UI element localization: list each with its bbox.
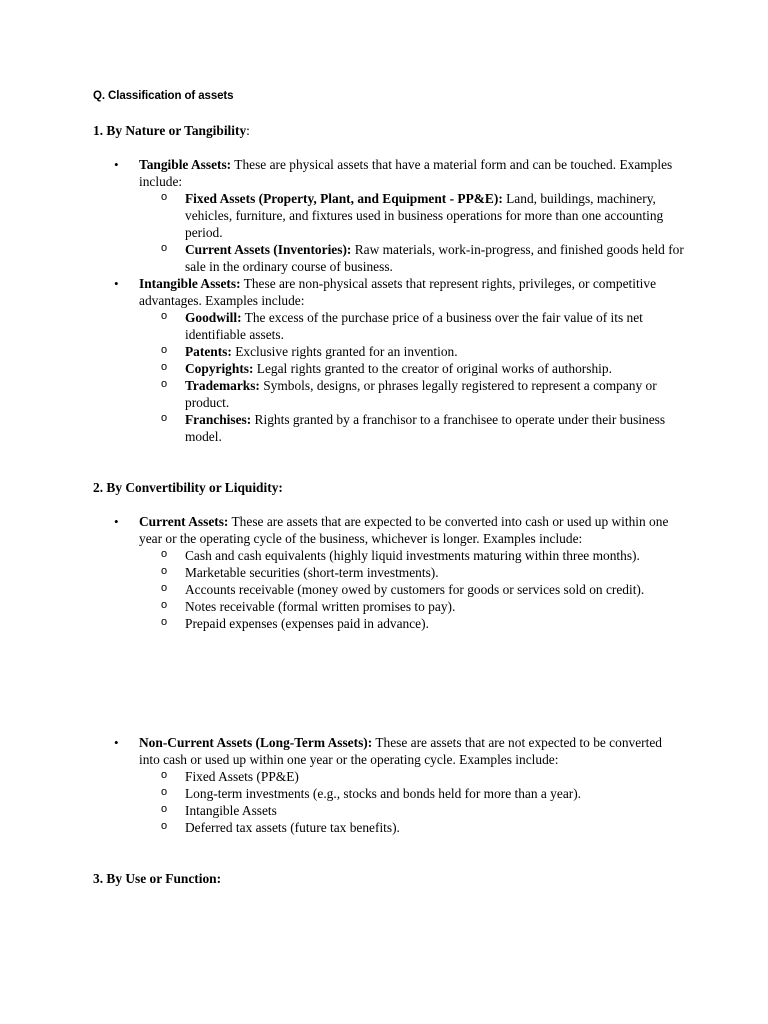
sub-list-item — [139, 309, 684, 343]
list-item — [0, 156, 768, 275]
sub-list-item — [139, 411, 684, 445]
sub-item-text: Symbols, designs, or phrases legally registered to represent a company or product. — [185, 378, 657, 410]
sub-list-item — [139, 802, 684, 819]
sub-item-term: Patents: — [185, 344, 232, 359]
sub-item-text: Rights granted by a franchisor to a franchisee to operate under their business model. — [185, 412, 666, 444]
sub-list — [139, 190, 684, 275]
sub-item-term: Franchises: — [185, 412, 252, 427]
sub-item-term: Fixed Assets (Property, Plant, and Equipment - PP&E): — [185, 191, 503, 206]
sub-list — [139, 547, 678, 632]
sub-item-text: Prepaid expenses (expenses paid in advance). — [185, 616, 429, 631]
sub-item-text: The excess of the purchase price of a business over the fair value of its net identifiable assets. — [185, 310, 643, 342]
section-heading-nature — [93, 122, 250, 139]
sub-item-term: Trademarks: — [185, 378, 260, 393]
sub-list — [139, 768, 678, 836]
sub-list-item — [139, 581, 684, 598]
section-heading-text: 2. By Convertibility or Liquidity: — [93, 480, 283, 495]
section-heading-colon: : — [246, 123, 250, 138]
sub-item-text: Deferred tax assets (future tax benefits). — [185, 820, 400, 835]
sub-list-item — [139, 768, 684, 785]
sub-item-text: Long-term investments (e.g., stocks and bonds held for more than a year). — [185, 786, 582, 801]
sub-item-term: Goodwill: — [185, 310, 242, 325]
sub-item-text: Raw materials, work-in-progress, and finished goods held for sale in the ordinary course of business. — [185, 242, 684, 274]
sub-item-text: Exclusive rights granted for an invention. — [231, 344, 458, 359]
section-heading-use — [93, 870, 221, 887]
bullet-text: These are assets that are expected to be converted into cash or used up within one year or the operating cycle of the business, whichever is longer. Examples include: — [139, 514, 669, 546]
list-item — [0, 734, 768, 836]
sub-list-item — [139, 360, 684, 377]
list-item — [0, 275, 768, 445]
sub-list-item — [139, 343, 684, 360]
bullet-text: These are assets that are not expected to be converted into cash or used up within one year or the operating cycle. Examples include: — [139, 735, 662, 767]
sub-list-item — [139, 785, 684, 802]
question-title: Q. Classification of assets — [93, 90, 234, 102]
sub-item-text: Land, buildings, machinery, vehicles, furniture, and fixtures used in business operations for more than one accounting period. — [185, 191, 664, 240]
sub-list-item — [139, 241, 684, 275]
sub-list-item — [139, 377, 684, 411]
sub-item-text: Cash and cash equivalents (highly liquid investments maturing within three months). — [185, 548, 640, 563]
section-heading-text: 1. By Nature or Tangibility — [93, 123, 247, 138]
sub-list — [139, 309, 678, 445]
sub-list-item — [139, 598, 684, 615]
bullet-term: Intangible Assets: — [139, 276, 241, 291]
sub-item-text: Fixed Assets (PP&E) — [185, 769, 299, 784]
bullet-text: These are non-physical assets that represent rights, privileges, or competitive advantages. Examples include: — [139, 276, 657, 308]
sub-list-item — [139, 190, 684, 241]
sub-item-text: Accounts receivable (money owed by customers for goods or services sold on credit). — [185, 582, 645, 597]
sub-list-item — [139, 615, 684, 632]
sub-list-item — [139, 819, 684, 836]
sub-list-item — [139, 564, 684, 581]
sub-item-text: Intangible Assets — [185, 803, 277, 818]
bullet-term: Tangible Assets: — [139, 157, 232, 172]
bullet-term: Non-Current Assets (Long-Term Assets): — [139, 735, 373, 750]
bullet-text: These are physical assets that have a material form and can be touched. Examples include: — [139, 157, 673, 189]
sub-list-item — [139, 547, 684, 564]
bullet-list-noncurrent — [0, 734, 768, 836]
sub-item-term: Copyrights: — [185, 361, 254, 376]
bullet-list-nature — [0, 156, 768, 445]
bullet-term: Current Assets: — [139, 514, 229, 529]
sub-item-text: Marketable securities (short-term investments). — [185, 565, 439, 580]
bullet-list-current — [0, 513, 768, 632]
sub-item-text: Notes receivable (formal written promises to pay). — [185, 599, 456, 614]
section-heading-liquidity — [93, 479, 283, 496]
sub-item-term: Current Assets (Inventories): — [185, 242, 352, 257]
section-heading-text: 3. By Use or Function: — [93, 871, 222, 886]
sub-item-text: Legal rights granted to the creator of original works of authorship. — [253, 361, 612, 376]
list-item — [0, 513, 768, 632]
